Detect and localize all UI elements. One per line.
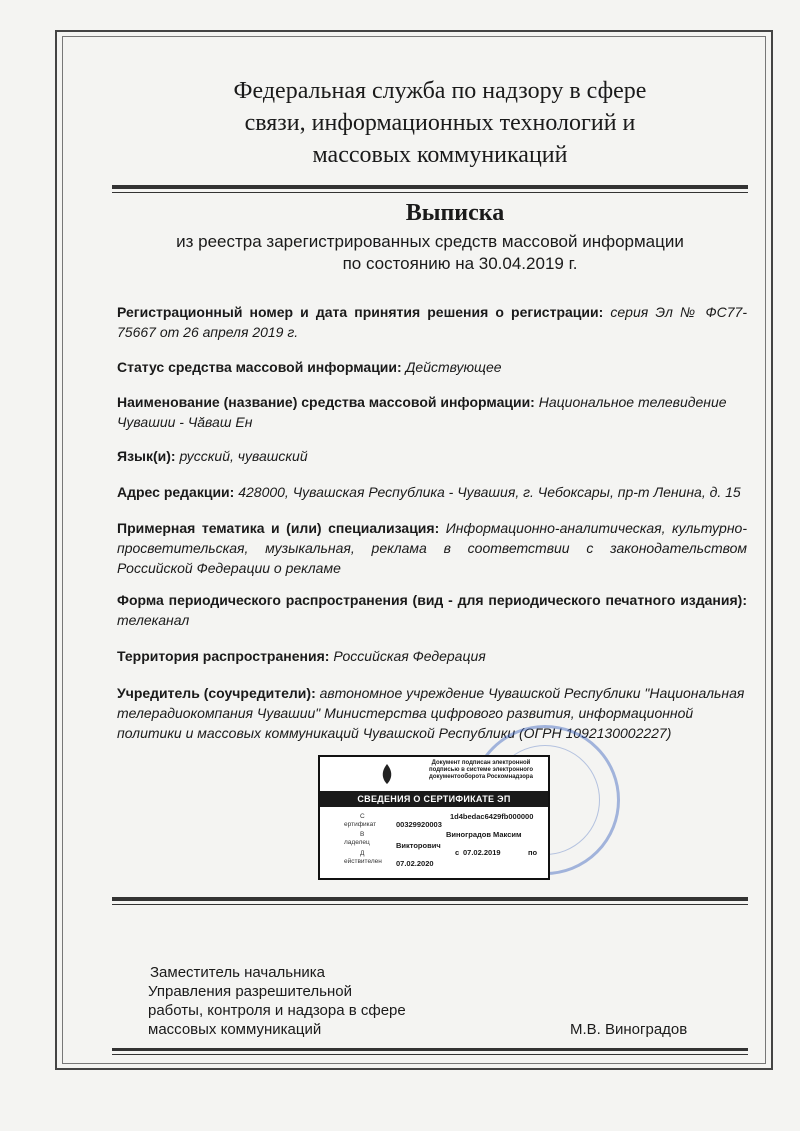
field-territory: Территория распространения: Российская Федерация	[117, 648, 486, 664]
certificate-label-owner-1: В	[360, 831, 365, 838]
field-form-label: Форма периодического распространения (вид - для периодического печатного издания)	[117, 592, 743, 608]
field-form: Форма периодического распространения (вид - для периодического печатного издания): телеканал	[117, 592, 747, 628]
field-address	[117, 482, 747, 502]
signatory-line-4: массовых коммуникаций	[148, 1021, 322, 1038]
agency-header	[180, 75, 700, 171]
field-language: Язык(и): русский, чувашский	[117, 448, 308, 464]
certificate-valid-from-prefix: с	[455, 848, 460, 857]
field-language-label: Язык(и)	[117, 448, 171, 464]
certificate-owner-1: Виноградов Максим	[446, 830, 522, 839]
document-title: Выписка	[405, 200, 505, 226]
field-language-value: русский, чувашский	[179, 448, 308, 464]
field-name-label: Наименование (название) средства массовой информации:	[117, 394, 535, 410]
field-status-value: Действующее	[405, 359, 502, 375]
certificate-note: Документ подписан электронной подписью в системе электронного документооборота Роскомнадзора	[428, 760, 533, 780]
field-address-label: Адрес редакции:	[117, 484, 235, 500]
signatory-line-1: Заместитель начальника	[150, 964, 326, 981]
certificate-label-valid-2: ействителен	[344, 858, 382, 865]
footer-rule-thick	[112, 897, 748, 901]
emblem-icon	[380, 763, 394, 785]
certificate-label-cert-1: С	[360, 813, 365, 820]
certificate-serial-1: 1d4bedac6429fb000000	[450, 812, 534, 821]
signatory-line-2: Управления разрешительной	[148, 983, 352, 1000]
field-name-value: Национальное телевидение Чувашии - Чăваш Ен	[117, 394, 727, 430]
field-address-value: 428000, Чувашская Республика - Чувашия, г. Чебоксары, пр-т Ленина, д. 15	[238, 484, 741, 500]
field-topics-label: Примерная тематика и (или) специализация:	[117, 520, 440, 536]
field-territory-value: Российская Федерация	[333, 648, 486, 664]
signatory-position	[148, 963, 468, 1039]
certificate-owner-2: Викторович	[396, 841, 441, 850]
agency-line-2: связи, информационных технологий и	[244, 110, 636, 136]
field-topics-value: Информационно-аналитическая, культурно-просветительская, музыкальная, реклама в соответствии с законодательством Российской Федерации о рекламе	[117, 520, 747, 576]
certificate-valid-to: 07.02.2020	[396, 859, 434, 868]
field-founder-value: автономное учреждение Чувашской Республики "Национальная телерадиокомпания Чувашии" Министерства цифрового развития, информационной политики и массовых коммуникаций Чувашской Республики (ОГРН 1092130002227)	[117, 685, 745, 741]
certificate-label-cert-2: ертификат	[344, 821, 377, 828]
document-subtitle: из реестра зарегистрированных средств массовой информации	[176, 232, 684, 251]
field-founder-label: Учредитель (соучредители)	[117, 685, 312, 701]
e-signature-certificate	[318, 755, 550, 880]
field-territory-label: Территория распространения	[117, 648, 325, 664]
certificate-header: СВЕДЕНИЯ О СЕРТИФИКАТЕ ЭП	[320, 791, 548, 807]
certificate-label-valid-1: Д	[360, 850, 365, 857]
end-rule-thick	[112, 1048, 748, 1051]
field-topics	[117, 518, 747, 578]
field-founder: Учредитель (соучредители): автономное учреждение Чувашской Республики "Национальная телерадиокомпания Чувашии" Министерства цифрового развития, информационной политики и массовых коммуникаций Чувашской Республики (ОГРН 1092130002227)	[117, 685, 745, 741]
end-rule-thin	[112, 1054, 748, 1055]
certificate-valid-from: 07.02.2019	[463, 848, 501, 857]
field-registration: Регистрационный номер и дата принятия решения о регистрации: серия Эл № ФС77-75667 от 26 апреля 2019 г.	[117, 304, 747, 340]
signatory-line-3: работы, контроля и надзора в сфере	[148, 1002, 406, 1019]
field-status	[117, 357, 747, 377]
header-rule-thin	[112, 192, 748, 193]
field-form-value: телеканал	[117, 612, 190, 628]
certificate-label-owner-2: ладелец	[344, 839, 370, 846]
header-rule-thick	[112, 185, 748, 189]
field-status-label: Статус средства массовой информации:	[117, 359, 402, 375]
agency-line-1: Федеральная служба по надзору в сфере	[233, 78, 647, 104]
field-registration-value: серия Эл № ФС77-75667 от 26 апреля 2019 г.	[117, 304, 747, 340]
certificate-valid-to-prefix: по	[528, 848, 538, 857]
document-status-date: по состоянию на 30.04.2019 г.	[342, 254, 578, 273]
agency-line-3: массовых коммуникаций	[312, 142, 568, 168]
footer-rule-thin	[112, 904, 748, 905]
field-registration-label: Регистрационный номер и дата принятия решения о регистрации	[117, 304, 599, 320]
signatory-name: М.В. Виноградов	[570, 1021, 688, 1038]
field-name	[117, 392, 747, 432]
certificate-serial-2: 00329920003	[396, 820, 442, 829]
